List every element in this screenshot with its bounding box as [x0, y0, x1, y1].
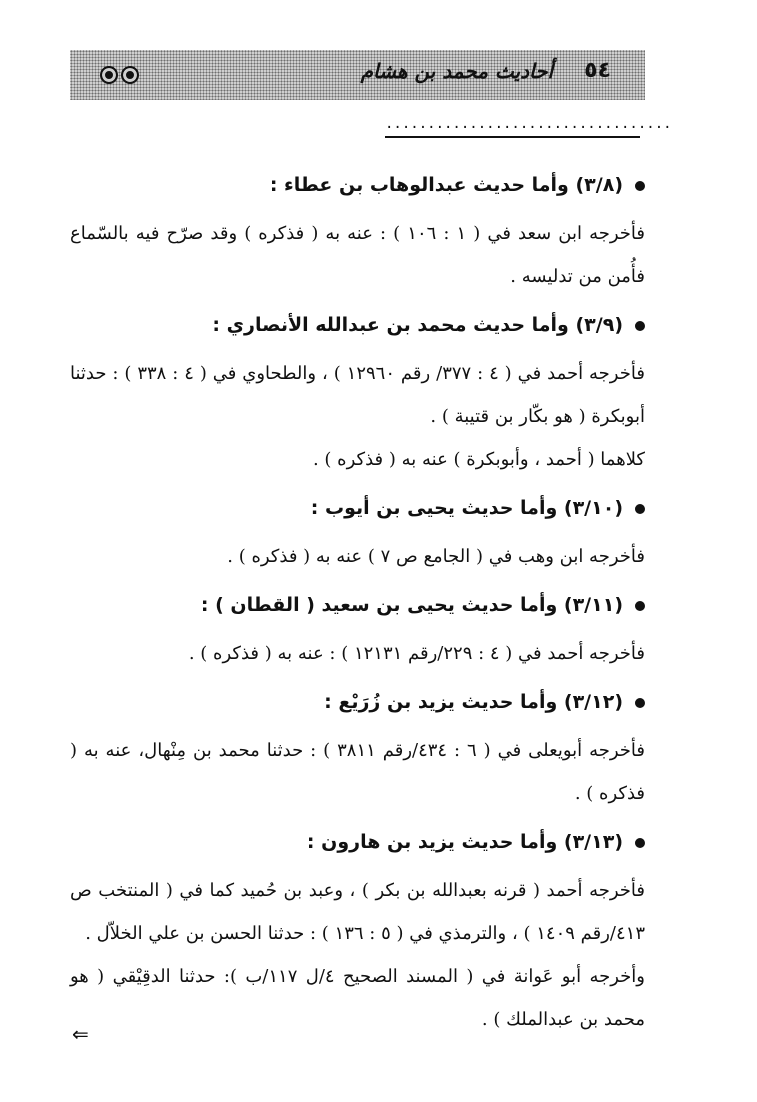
- continue-arrow-icon: ⇐: [72, 1022, 89, 1046]
- page-body: [70, 158, 645, 1041]
- section-heading: (٣/١٣) وأما حديث يزيد بن هارون :: [70, 815, 645, 869]
- dotted-separator: ..................................: [385, 116, 672, 132]
- header-ornament-icon: [100, 66, 139, 84]
- bullet-icon: [635, 838, 645, 848]
- paragraph: فأخرجه ابن سعد في ( ١ : ١٠٦ ) : عنه به ( فذكره ) وقد صرّح فيه بالسّماع فأُمن من تدليسه .: [70, 223, 645, 287]
- section-heading: (٣/١٠) وأما حديث يحيى بن أيوب :: [70, 481, 645, 535]
- paragraph: كلاهما ( أحمد ، وأبوبكرة ) عنه به ( فذكره ) .: [312, 449, 645, 470]
- section-heading: (٣/٩) وأما حديث محمد بن عبدالله الأنصاري :: [70, 298, 645, 352]
- section-4: [70, 578, 645, 675]
- header-rule: [385, 136, 640, 138]
- bullet-icon: [635, 321, 645, 331]
- section-heading: (٣/٨) وأما حديث عبدالوهاب بن عطاء :: [70, 158, 645, 212]
- section-heading: (٣/١١) وأما حديث يحيى بن سعيد ( القطان ) :: [70, 578, 645, 632]
- section-1: [70, 158, 645, 298]
- section-6: [70, 815, 645, 1041]
- paragraph: فأخرجه أحمد في ( ٤ : ٢٢٩/رقم ١٢١٣١ ) : عنه به ( فذكره ) .: [188, 643, 645, 664]
- section-2: [70, 298, 645, 481]
- paragraph: فأخرجه أبويعلى في ( ٦ : ٤٣٤/رقم ٣٨١١ ) : حدثنا محمد بن مِنْهال، عنه به ( فذكره ) .: [70, 740, 645, 804]
- bullet-icon: [635, 601, 645, 611]
- section-5: [70, 675, 645, 815]
- paragraph: فأخرجه ابن وهب في ( الجامع ص ٧ ) عنه به ( فذكره ) .: [227, 546, 645, 567]
- bullet-icon: [635, 181, 645, 191]
- paragraph: فأخرجه أحمد ( قرنه بعبدالله بن بكر ) ، وعبد بن حُميد كما في ( المنتخب ص ٤١٣/رقم ١٤٠٩ ) ، والترمذي في ( ٥ : ١٣٦ ) : حدثنا الحسن بن علي الخلاّل .: [70, 880, 645, 944]
- paragraph: وأخرجه أبو عَوانة في ( المسند الصحيح ٤/ل ١١٧/ب ): حدثنا الدقِيْقي ( هو محمد بن عبدالملك ) .: [70, 966, 645, 1030]
- page-header: [70, 50, 645, 100]
- paragraph: فأخرجه أحمد في ( ٤ : ٣٧٧/ رقم ١٢٩٦٠ ) ، والطحاوي في ( ٤ : ٣٣٨ ) : حدثنا أبوبكرة ( هو بكّار بن قتيبة ) .: [70, 363, 645, 427]
- section-heading: (٣/١٢) وأما حديث يزيد بن زُرَيْع :: [70, 675, 645, 729]
- page-number: ٥٤: [584, 58, 611, 83]
- section-3: [70, 481, 645, 578]
- bullet-icon: [635, 504, 645, 514]
- running-title: أحاديث محمد بن هشام: [360, 59, 553, 83]
- bullet-icon: [635, 698, 645, 708]
